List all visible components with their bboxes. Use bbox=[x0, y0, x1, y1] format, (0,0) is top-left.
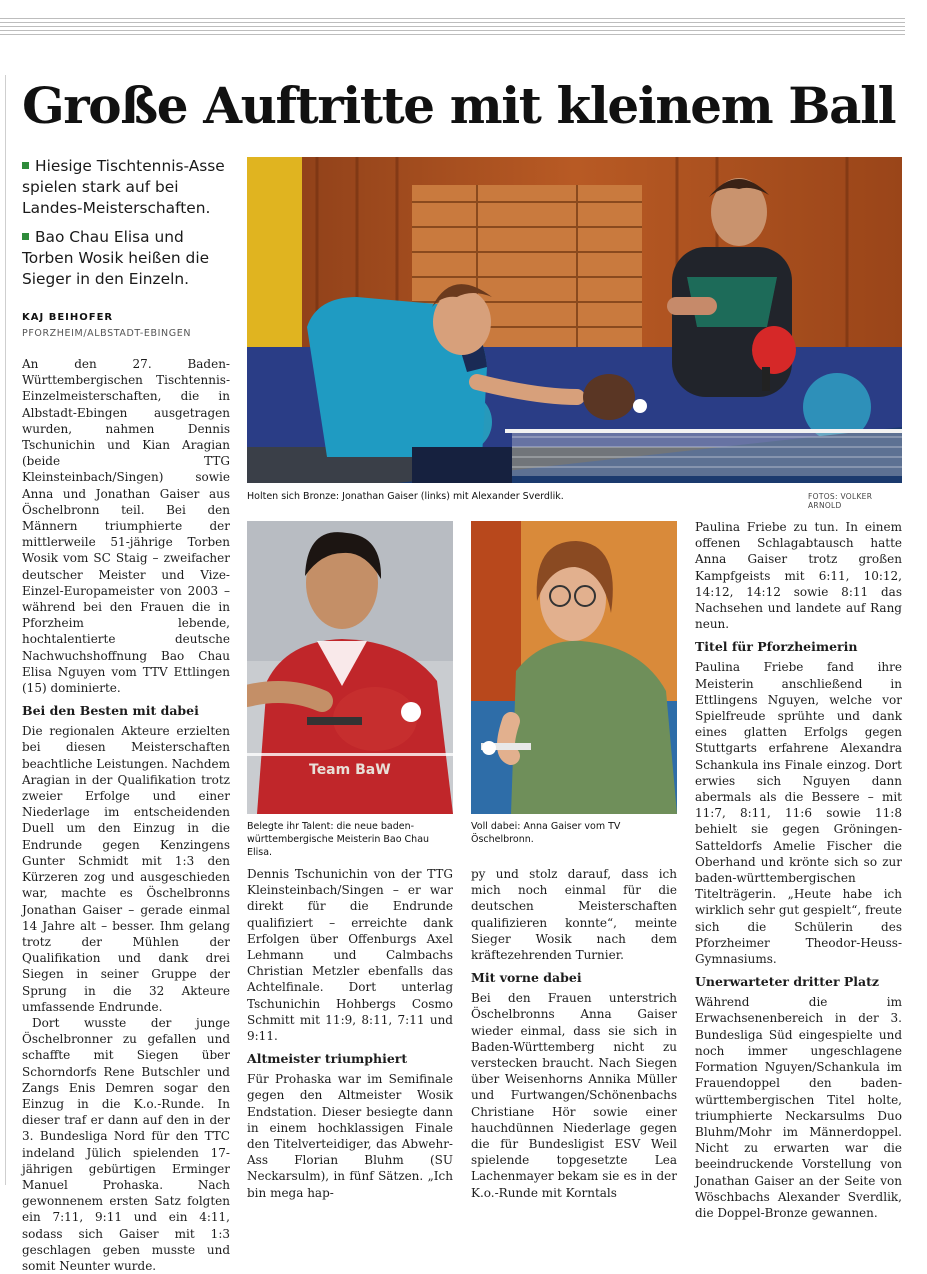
main-photo-caption: Holten sich Bronze: Jonathan Gaiser (links) mit Alexander Sverdlik. bbox=[247, 491, 564, 502]
anna-photo bbox=[471, 521, 677, 814]
paragraph: Die regionalen Akteure erzielten bei diesen Meisterschaften beachtliche Leistungen. Nachdem Aragian in der Qualifikation trotz zweier Erfolge und einer Niederlage im entscheidenden Duell um den Einzug in die Endrunde gegen Kenzingens Gunter Schmidt mit 1:3 den Kürzeren zog und ausgeschieden war, machte es Öschelbronns Jonathan Gaiser – gerade einmal 14 Jahre alt – besser. Ihm gelang trotz der Mühlen der Qualifikation und dank drei Siegen in seiner Gruppe der Sprung in die 32 Akteure umfassende Endrunde. bbox=[22, 724, 231, 1014]
teaser bbox=[22, 156, 237, 298]
paragraph: Bei den Frauen unterstrich Öschelbronns Anna Gaiser wieder einmal, dass sie sich in Baden-Württemberg nicht zu verstecken braucht. Nach Siegen über Weisenhorns Annika Müller und Furtwangen/Schönenbachs Christiane Hör sowie einer hauchdünnen Niederlage gegen die für Bundesligist ESV Weil spielende topgesetzte Lea Lachenmayer bekam sie es in der K.o.-Runde mit Korntals bbox=[471, 991, 677, 1200]
teaser-item: Hiesige Tischtennis-Asse spielen stark auf bei Landes-Meisterschaften. bbox=[22, 157, 225, 217]
table-tennis-doubles-photo bbox=[247, 157, 902, 483]
paragraph: Paulina Friebe zu tun. In einem offenen Schlagabtausch hatte Anna Gaiser trotz großen Kampfgeists mit 6:11, 10:12, 14:12, 14:12 sowie 8:11 das Nachsehen und landete auf Rang neun. bbox=[695, 520, 902, 632]
article-column-4 bbox=[695, 519, 902, 1221]
subheading: Mit vorne dabei bbox=[471, 970, 582, 986]
paragraph: Dort wusste der junge Öschelbronner zu gefallen und schaffte mit Siegen über Schorndorfs Rene Butschler und Zangs Enis Demren sogar den Einzug in die K.o.-Runde. In dieser traf er dann auf den in der 3. Bundesliga Nord für den TTC indeland Jülich spielenden 17-jährigen gebürtigen Erminger Manuel Prohaska. Nach gewonnenem ersten Satz folgten ein 7:11, 9:11 und ein 4:11, sodass sich Gaiser mit 1:3 geschlagen geben musste und somit Neunter wurde. bbox=[22, 1015, 230, 1273]
elisa-photo-caption: Belegte ihr Talent: die neue baden-württembergische Meisterin Bao Chau Elisa. bbox=[247, 821, 430, 858]
paragraph: Paulina Friebe fand ihre Meisterin anschließend in Ettlingens Nguyen, welche vor Spielfreude sprühte und dank eines glatten Erfolgs gegen Stuttgarts erfahrene Alexandra Schankula ins Finale einzog. Dort erwies sich Nguyen dann abermals als die Bessere – mit 11:7, 8:11, 11:6 sowie 11:8 behielt sie gegen Gröningen-Satteldorfs Amelie Fischer die Oberhand und krönte sich so zur baden-württembergischen Titelträgerin. „Heute habe ich wirklich sehr gut gespielt“, freute sich die Schülerin des Pforzheimer Theodor-Heuss-Gymnasiums. bbox=[695, 660, 902, 967]
player-anna-photo bbox=[471, 521, 677, 814]
author-byline: KAJ BEIHOFER bbox=[22, 312, 114, 323]
subheading: Bei den Besten mit dabei bbox=[22, 703, 199, 719]
subheading: Unerwarteter dritter Platz bbox=[695, 974, 879, 990]
teaser-item: Bao Chau Elisa und Torben Wosik heißen die Sieger in den Einzeln. bbox=[22, 228, 210, 288]
article-column-3 bbox=[471, 866, 677, 1201]
article-column-2 bbox=[247, 866, 453, 1201]
shirt-lettering: Team BaW bbox=[309, 762, 391, 778]
player-elisa-photo bbox=[247, 521, 453, 814]
paragraph: An den 27. Baden-Württembergischen Tischtennis-Einzelmeisterschaften, die in Albstadt-Ebingen ausgetragen wurden, nahmen Dennis Tschunichin und Kian Aragian (beide TTG Kleinsteinbach/Singen) sowie Anna und Jonathan Gaiser aus Öschelbronn teil. Bei den Männern triumphierte der mittlerweile 51-jährige Torben Wosik vom SC Staig – zweifacher deutscher Meister und Vize-Einzel-Europameister von 2003 – während bei den Frauen die in Pforzheim lebende, hochtalentierte deutsche Nachwuchshoffnung Bao Chau Elisa Nguyen vom TTV Ettlingen (15) dominierte. bbox=[22, 357, 230, 696]
elisa-photo bbox=[247, 521, 453, 814]
bullet-square-icon bbox=[22, 233, 29, 240]
bullet-square-icon bbox=[22, 162, 29, 169]
subheading: Titel für Pforzheimerin bbox=[695, 639, 858, 655]
masthead-rule bbox=[0, 18, 905, 36]
main-photo bbox=[247, 157, 902, 483]
dateline: PFORZHEIM/ALBSTADT-EBINGEN bbox=[22, 328, 192, 339]
column-rule bbox=[5, 75, 6, 1185]
anna-photo-caption: Voll dabei: Anna Gaiser vom TV Öschelbronn. bbox=[471, 821, 621, 845]
headline: Große Auftritte mit kleinem Ball bbox=[22, 76, 896, 135]
paragraph: Während die im Erwachsenenbereich in der 3. Bundesliga Süd eingespielte und noch immer ungeschlagene Formation Nguyen/Schankula im Frauendoppel den baden-württembergischen Titel holte, triumphierte Neckarsulms Duo Bluhm/Mohr im Männerdoppel. Nicht zu erwarten war die beeindruckende Vorstellung von Jonathan Gaiser an der Seite von Wöschbachs Alexander Sverdlik, die Doppel-Bronze gewannen. bbox=[695, 995, 902, 1220]
paragraph: Dennis Tschunichin von der TTG Kleinsteinbach/Singen – er war direkt für die Endrunde qualifiziert – erreichte dank Erfolgen über Offenburgs Axel Lehmann und Calmbachs Christian Metzler ebenfalls das Achtelfinale. Dort unterlag Tschunichin Hohbergs Cosmo Schmitt mit 11:9, 8:11, 7:11 und 9:11. bbox=[247, 867, 453, 1044]
photo-credit: FOTOS: VOLKER ARNOLD bbox=[808, 492, 873, 510]
paragraph: Für Prohaska war im Semifinale gegen den Altmeister Wosik Endstation. Dieser besiegte dann in einem hochklassigen Finale den Titelverteidiger, das Abwehr-Ass Florian Bluhm (SU Neckarsulm), in fünf Sätzen. „Ich bin mega hap- bbox=[247, 1072, 453, 1200]
subheading: Altmeister triumphiert bbox=[247, 1051, 408, 1067]
paragraph: py und stolz darauf, dass ich mich noch einmal für die deutschen Meisterschaften qualifizieren konnte“, meinte Sieger Wosik nach dem kräftezehrenden Turnier. bbox=[471, 867, 677, 963]
article-column-1 bbox=[22, 356, 230, 1274]
